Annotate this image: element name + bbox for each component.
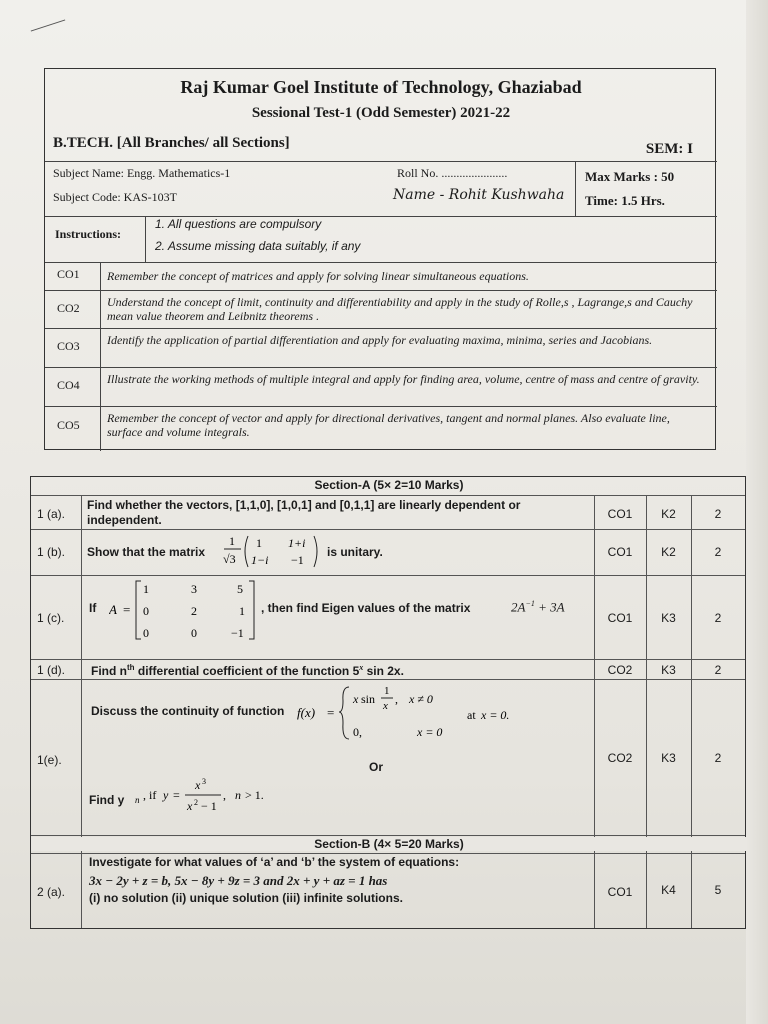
matrix-a-expression [109,577,259,643]
institute-name: Raj Kumar Goel Institute of Technology, Ghaziabad [180,77,582,97]
question-text: Show that the matrix [87,545,206,559]
divider [575,161,576,216]
svg-text:−1: −1 [231,626,244,640]
co-cell: CO1 [607,507,633,521]
question-text-end: , then find Eigen values of the matrix [261,601,471,615]
svg-text:=: = [123,602,131,617]
co-code: CO5 [57,418,80,432]
svg-text:3: 3 [202,777,206,786]
svg-text:n: n [235,788,241,802]
svg-text:, if: , if [143,788,157,802]
handwritten-name: Name - Rohit Kushwaha [393,187,565,203]
k-cell: K4 [661,883,676,897]
divider [45,290,717,291]
question-number: 1 (c). [37,611,65,625]
question-line: (i) no solution (ii) unique solution (iii) infinite solutions. [89,891,403,905]
svg-text:2: 2 [191,604,197,618]
co-cell: CO1 [607,545,633,559]
divider [31,659,745,660]
superscript: th [127,663,135,672]
divider [81,495,82,928]
question-text: Discuss the continuity of function [91,704,285,718]
k-cell: K3 [661,663,676,677]
svg-text:0: 0 [191,626,197,640]
co-code: CO4 [57,378,80,392]
yn-expression [135,777,305,817]
co-cell: CO2 [607,663,633,677]
divider [594,495,595,928]
svg-text:=: = [327,705,335,720]
unitary-matrix-expression [221,531,325,573]
piecewise-function [297,681,527,743]
function-svg [297,681,527,743]
max-marks: Max Marks : 50 [585,169,675,184]
matrix-svg [221,531,325,573]
question-number: 1(e). [37,753,62,767]
text-part: Find n [91,664,127,678]
svg-text:at: at [467,708,476,722]
svg-text:x: x [195,778,201,792]
svg-text:1: 1 [239,604,245,618]
question-text: If [89,601,97,615]
svg-text:1−i: 1−i [251,553,269,567]
svg-text:x: x [353,692,359,706]
k-cell: K3 [661,611,676,625]
svg-text:−1: −1 [291,553,304,567]
divider [45,262,717,263]
svg-text:A: A [109,602,117,617]
superscript-x: x [359,663,364,672]
subject-code: Subject Code: KAS-103T [53,190,177,204]
k-cell: K2 [661,545,676,559]
divider [31,529,745,530]
section-b-title: Section-B (4× 5=20 Marks) [31,837,747,851]
marks-cell: 5 [714,883,722,897]
svg-text:1: 1 [384,685,390,697]
svg-text:− 1: − 1 [201,799,217,813]
co-description: Understand the concept of limit, continuity and differentiability and apply in the study of Rolle,s , Lagrange,s and Cauchy mean value theorem and Leibnitz theorems . [107,295,693,323]
question-line: Investigate for what values of ‘a’ and ‘b’ the system of equations: [89,855,460,869]
find-text: Find y [89,793,125,807]
svg-text:1: 1 [143,582,149,596]
question-line: 3x − 2y + z = b, 5x − 8y + 9z = 3 and 2x + y + az = 1 has [89,873,388,888]
svg-text:f(x): f(x) [297,705,316,720]
svg-text:0,: 0, [353,725,362,739]
program: B.TECH. [All Branches/ all Sections] [53,135,290,151]
svg-text:1: 1 [256,536,262,550]
svg-text:3: 3 [191,582,197,596]
divider [45,367,717,368]
svg-text:sin: sin [361,692,376,706]
marks-cell: 2 [714,507,722,521]
svg-text:x: x [187,799,193,813]
marks-cell: 2 [714,751,722,765]
svg-text:x ≠ 0: x ≠ 0 [409,692,433,706]
paper-edge [746,0,768,1024]
svg-text:=: = [173,788,180,802]
matrix-svg [109,577,259,643]
svg-text:2: 2 [194,798,198,807]
divider [31,853,745,854]
questions-table [30,476,746,929]
k-cell: K3 [661,751,676,765]
instructions-label: Instructions: [55,227,122,241]
svg-text:5: 5 [237,582,243,596]
section-a-title: Section-A (5× 2=10 Marks) [314,478,464,492]
divider [31,835,745,836]
question-number: 1 (a). [37,507,66,521]
svg-text:1: 1 [229,534,235,548]
divider [45,328,717,329]
svg-text:y: y [163,788,169,802]
svg-text:> 1.: > 1. [245,788,264,802]
co-code: CO1 [57,267,80,281]
question-number: 2 (a). [37,885,66,899]
divider [31,575,745,576]
marks-cell: 2 [714,611,722,625]
question-text [91,663,404,678]
pen-mark [31,19,66,31]
co-cell: CO1 [607,611,633,625]
co-code: CO2 [57,301,80,315]
subject-name: Subject Name: Engg. Mathematics-1 [53,166,231,180]
expression-svg [135,777,305,817]
co-description: Illustrate the working methods of multiple integral and apply for finding area, volume, centre of mass and centre of gravity. [107,372,700,386]
marks-cell: 2 [714,663,722,677]
svg-text:,: , [395,692,398,706]
text-part: differential coefficient of the function 5 [134,664,360,678]
co-description: Identify the application of partial differentiation and apply for evaluating maxima, minima, series and Jacobians. [107,333,653,347]
k-cell: K2 [661,507,676,521]
header-box [44,68,716,450]
svg-text:n: n [135,795,140,805]
co-description: Remember the concept of vector and apply for directional derivatives, tangent and normal planes. Also evaluate line, surface and volume integrals. [107,411,670,439]
svg-text:0: 0 [143,604,149,618]
svg-text:√3: √3 [223,552,236,566]
svg-text:,: , [223,788,226,802]
text-part: sin 2x. [363,664,404,678]
question-number: 1 (d). [37,663,66,677]
svg-text:x = 0: x = 0 [417,725,443,739]
co-cell: CO2 [607,751,633,765]
co-cell: CO1 [607,885,633,899]
expression-2a-inverse-3a: $2A^{-1} + 3A$ [511,599,565,615]
divider [31,495,745,496]
question-number: 1 (b). [37,545,66,559]
instruction-2: 2. Assume missing data suitably, if any [155,239,361,253]
question-text-end: is unitary. [327,545,383,559]
divider [31,679,745,680]
co-description: Remember the concept of matrices and apply for solving linear simultaneous equations. [107,269,529,283]
question-text: Find whether the vectors, [1,1,0], [1,0,1] and [0,1,1] are linearly dependent or independent. [87,498,521,527]
divider [691,495,692,928]
divider [45,161,717,162]
svg-text:x = 0.: x = 0. [481,708,510,722]
svg-text:0: 0 [143,626,149,640]
co-code: CO3 [57,339,80,353]
divider [45,406,717,407]
svg-text:x: x [383,700,388,712]
semester: SEM: I [645,141,693,157]
divider [145,216,146,262]
roll-number: Roll No. ...................... [397,166,508,180]
marks-cell: 2 [714,545,722,559]
or-label: Or [369,760,384,774]
test-title: Sessional Test-1 (Odd Semester) 2021-22 [251,105,511,121]
divider [646,495,647,928]
time: Time: 1.5 Hrs. [585,193,665,208]
instruction-1: 1. All questions are compulsory [155,217,322,231]
svg-text:1+i: 1+i [288,536,306,550]
